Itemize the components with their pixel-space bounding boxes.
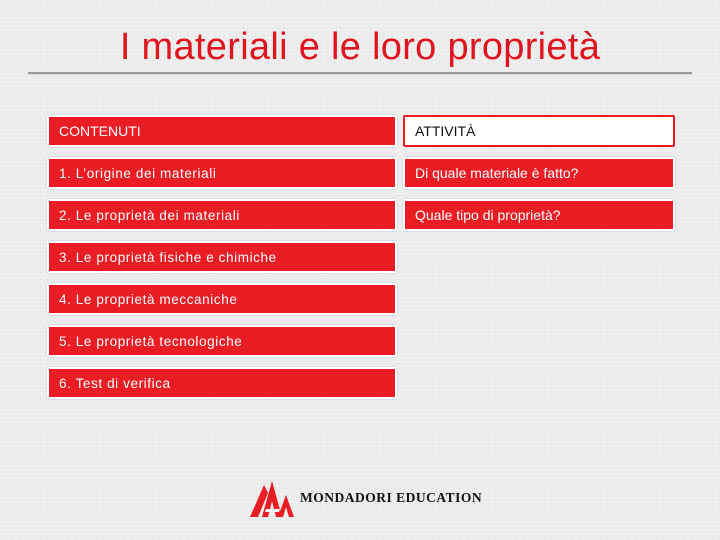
title-divider xyxy=(28,72,692,74)
page-title: I materiali e le loro proprietà xyxy=(119,26,601,68)
contents-item-origine[interactable]: 1. L’origine dei materiali xyxy=(47,157,397,189)
activities-header: ATTIVITÀ xyxy=(403,115,675,147)
activity-item-materiale[interactable]: Di quale materiale è fatto? xyxy=(403,157,675,189)
contents-item-test-verifica[interactable]: 6. Test di verifica xyxy=(47,367,397,399)
contents-item-fisiche-chimiche[interactable]: 3. Le proprietà fisiche e chimiche xyxy=(47,241,397,273)
contents-item-meccaniche[interactable]: 4. Le proprietà meccaniche xyxy=(47,283,397,315)
mondadori-logo-icon xyxy=(250,479,294,517)
contents-item-proprieta[interactable]: 2. Le proprietà dei materiali xyxy=(47,199,397,231)
contents-header: CONTENUTI xyxy=(47,115,397,147)
publisher-logo xyxy=(250,478,482,518)
logo-text: MONDADORI EDUCATION xyxy=(300,490,483,505)
activity-item-tipo-proprieta[interactable]: Quale tipo di proprietà? xyxy=(403,199,675,231)
contents-item-tecnologiche[interactable]: 5. Le proprietà tecnologiche xyxy=(47,325,397,357)
